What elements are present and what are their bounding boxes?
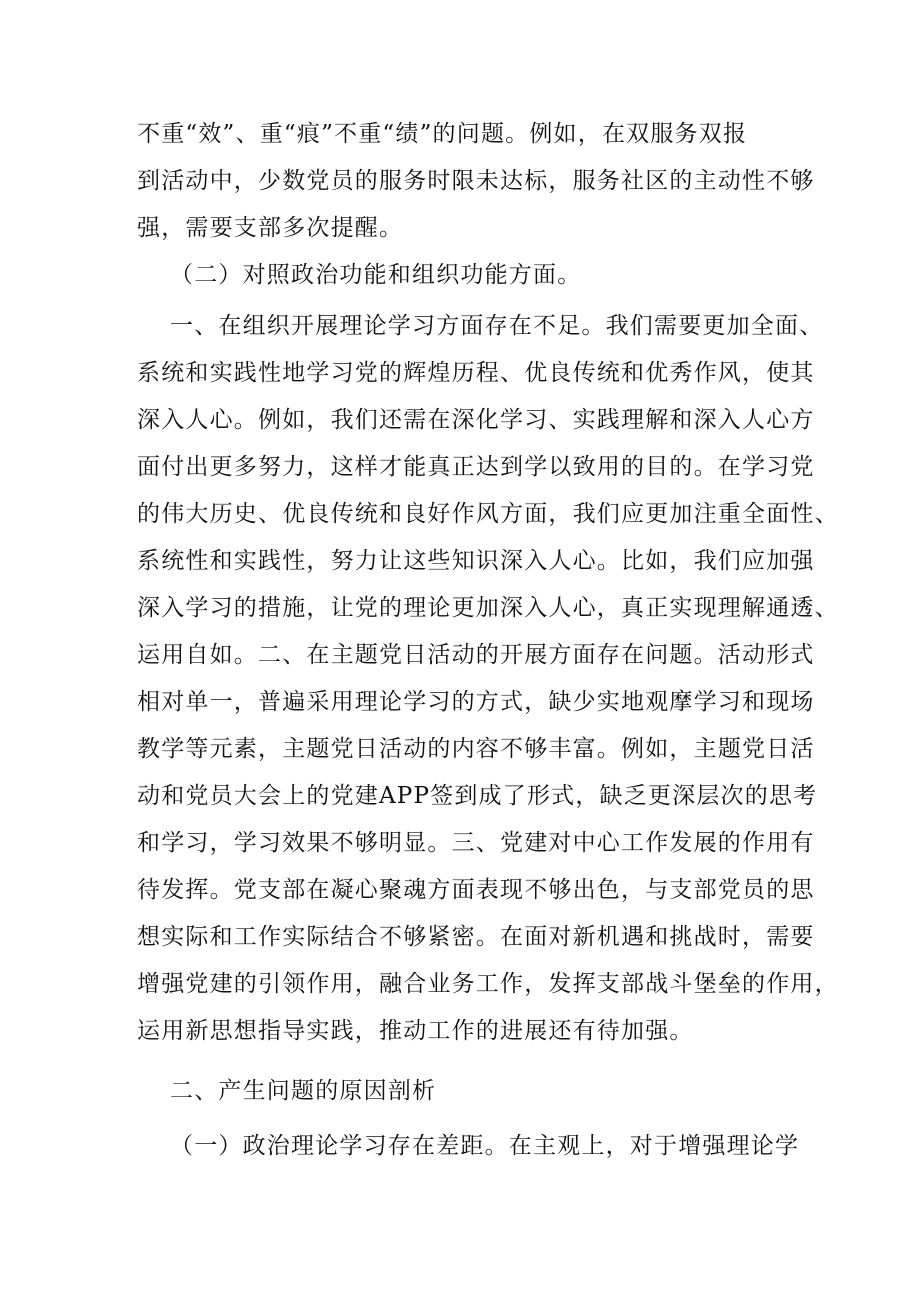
text-line: 和学习，学习效果不够明显。三、党建对中心工作发展的作用有 (137, 830, 815, 856)
text-line: 相对单一，普遍采用理论学习的方式，缺少实地观摩学习和现场 (137, 689, 815, 715)
text-line: 教学等元素，主题党日活动的内容不够丰富。例如，主题党日活 (137, 736, 815, 762)
text-line: 系统性和实践性，努力让这些知识深入人心。比如，我们应加强 (137, 548, 815, 574)
text-line: 待发挥。党支部在凝心聚魂方面表现不够出色，与支部党员的思 (137, 877, 815, 903)
text-line: 运用新思想指导实践，推动工作的进展还有待加强。 (137, 1018, 694, 1044)
text-line: 面付出更多努力，这样才能真正达到学以致用的目的。在学习党 (137, 454, 815, 480)
section-heading: （二）对照政治功能和组织功能方面。 (170, 262, 582, 288)
section-heading: 二、产生问题的原因剖析 (170, 1078, 437, 1104)
text-line: 的伟大历史、优良传统和良好作风方面，我们应更加注重全面性、 (137, 501, 839, 527)
text-line: 深入人心。例如，我们还需在深化学习、实践理解和深入人心方 (137, 407, 815, 433)
text-line: 系统和实践性地学习党的辉煌历程、优良传统和优秀作风，使其 (137, 360, 815, 386)
text-line: 一、在组织开展理论学习方面存在不足。我们需要更加全面、 (170, 313, 824, 339)
text-line: 想实际和工作实际结合不够紧密。在面对新机遇和挑战时，需要 (137, 924, 815, 950)
text-line: 运用自如。二、在主题党日活动的开展方面存在问题。活动形式 (137, 642, 815, 668)
text-line: 深入学习的措施，让党的理论更加深入人心，真正实现理解通透、 (137, 595, 839, 621)
text-line: （一）政治理论学习存在差距。在主观上，对于增强理论学 (170, 1133, 800, 1159)
text-line: 到活动中，少数党员的服务时限未达标，服务社区的主动性不够 (137, 168, 815, 194)
text-line: 强，需要支部多次提醒。 (137, 215, 404, 241)
text-line: 不重“效”、重“痕”不重“绩”的问题。例如，在双服务双报 (137, 121, 748, 147)
text-line: 动和党员大会上的党建APP签到成了形式，缺乏更深层次的思考 (137, 783, 818, 809)
text-line: 增强党建的引领作用，融合业务工作，发挥支部战斗堡垒的作用， (137, 971, 839, 997)
